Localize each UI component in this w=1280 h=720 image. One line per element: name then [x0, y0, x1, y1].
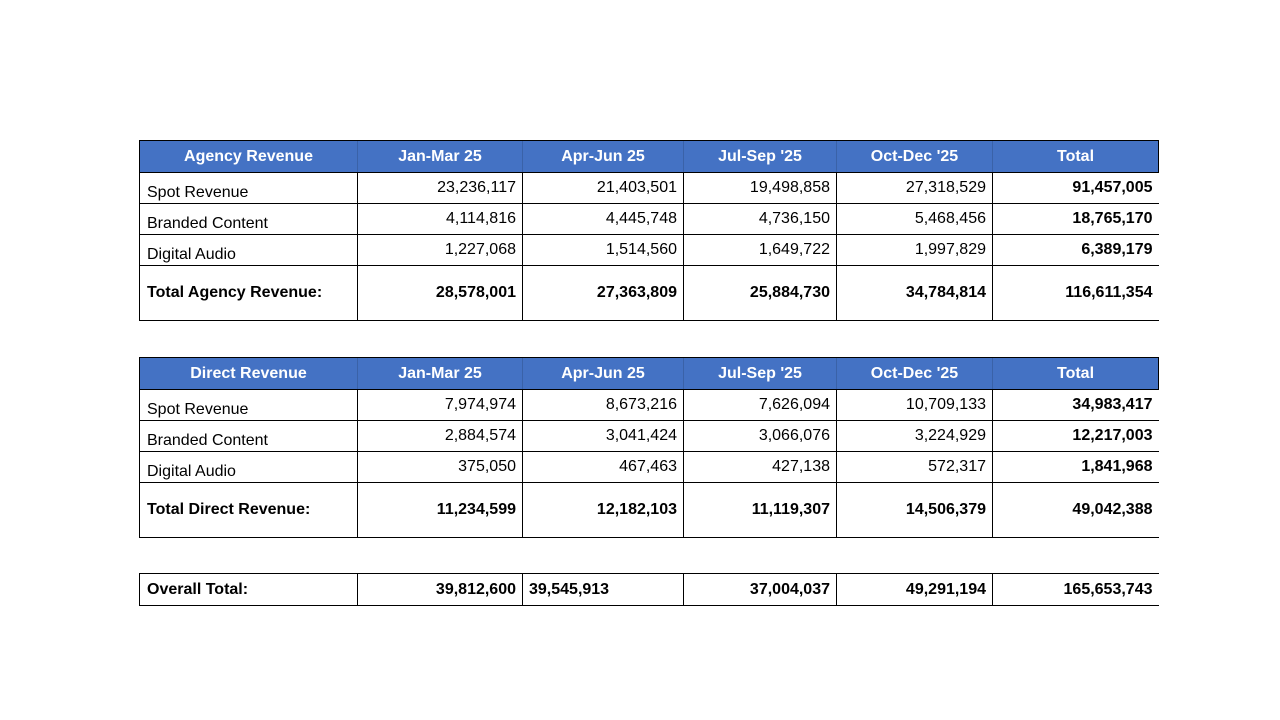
column-header: Jul-Sep '25	[684, 358, 837, 390]
cell-value: 4,445,748	[523, 204, 684, 235]
table-header-row	[140, 141, 1159, 173]
row-total: 12,217,003	[993, 421, 1159, 452]
table-row	[140, 173, 1159, 204]
cell-value: 7,974,974	[358, 390, 523, 421]
total-value: 34,784,814	[837, 266, 993, 321]
column-header: Jan-Mar 25	[358, 141, 523, 173]
cell-value: 19,498,858	[684, 173, 837, 204]
overall-value: 37,004,037	[684, 574, 837, 606]
agency-revenue-table	[139, 140, 1159, 321]
overall-total-table	[139, 573, 1159, 606]
section-title: Agency Revenue	[140, 141, 358, 173]
cell-value: 3,066,076	[684, 421, 837, 452]
overall-total-label: Overall Total:	[140, 574, 358, 606]
column-header-total: Total	[993, 358, 1159, 390]
cell-value: 572,317	[837, 452, 993, 483]
cell-value: 21,403,501	[523, 173, 684, 204]
total-value: 25,884,730	[684, 266, 837, 321]
row-label: Branded Content	[140, 204, 358, 235]
total-value: 14,506,379	[837, 483, 993, 538]
cell-value: 7,626,094	[684, 390, 837, 421]
cell-value: 5,468,456	[837, 204, 993, 235]
column-header: Apr-Jun 25	[523, 141, 684, 173]
row-total: 18,765,170	[993, 204, 1159, 235]
overall-value: 39,812,600	[358, 574, 523, 606]
total-value: 28,578,001	[358, 266, 523, 321]
overall-total-row	[140, 574, 1159, 606]
direct-revenue-table	[139, 357, 1159, 538]
cell-value: 10,709,133	[837, 390, 993, 421]
cell-value: 1,997,829	[837, 235, 993, 266]
section-title: Direct Revenue	[140, 358, 358, 390]
column-header: Oct-Dec '25	[837, 141, 993, 173]
cell-value: 1,514,560	[523, 235, 684, 266]
table-row	[140, 421, 1159, 452]
cell-value: 4,114,816	[358, 204, 523, 235]
cell-value: 375,050	[358, 452, 523, 483]
cell-value: 4,736,150	[684, 204, 837, 235]
cell-value: 3,224,929	[837, 421, 993, 452]
column-header: Apr-Jun 25	[523, 358, 684, 390]
column-header: Oct-Dec '25	[837, 358, 993, 390]
total-value: 27,363,809	[523, 266, 684, 321]
row-label: Spot Revenue	[140, 390, 358, 421]
row-total: 34,983,417	[993, 390, 1159, 421]
overall-value: 39,545,913	[523, 574, 684, 606]
grand-total-value: 49,042,388	[993, 483, 1159, 538]
overall-grand-total: 165,653,743	[993, 574, 1159, 606]
table-row	[140, 204, 1159, 235]
row-label: Digital Audio	[140, 452, 358, 483]
row-total: 6,389,179	[993, 235, 1159, 266]
cell-value: 23,236,117	[358, 173, 523, 204]
table-header-row	[140, 358, 1159, 390]
total-label: Total Agency Revenue:	[140, 266, 358, 321]
section-total-row	[140, 483, 1159, 538]
table-row	[140, 452, 1159, 483]
total-value: 11,234,599	[358, 483, 523, 538]
row-label: Spot Revenue	[140, 173, 358, 204]
cell-value: 27,318,529	[837, 173, 993, 204]
cell-value: 8,673,216	[523, 390, 684, 421]
row-label: Branded Content	[140, 421, 358, 452]
row-total: 1,841,968	[993, 452, 1159, 483]
column-header-total: Total	[993, 141, 1159, 173]
row-total: 91,457,005	[993, 173, 1159, 204]
row-label: Digital Audio	[140, 235, 358, 266]
column-header: Jul-Sep '25	[684, 141, 837, 173]
total-label: Total Direct Revenue:	[140, 483, 358, 538]
total-value: 12,182,103	[523, 483, 684, 538]
cell-value: 1,649,722	[684, 235, 837, 266]
cell-value: 2,884,574	[358, 421, 523, 452]
column-header: Jan-Mar 25	[358, 358, 523, 390]
table-row	[140, 390, 1159, 421]
cell-value: 1,227,068	[358, 235, 523, 266]
cell-value: 467,463	[523, 452, 684, 483]
cell-value: 427,138	[684, 452, 837, 483]
grand-total-value: 116,611,354	[993, 266, 1159, 321]
section-total-row	[140, 266, 1159, 321]
cell-value: 3,041,424	[523, 421, 684, 452]
table-row	[140, 235, 1159, 266]
overall-value: 49,291,194	[837, 574, 993, 606]
total-value: 11,119,307	[684, 483, 837, 538]
